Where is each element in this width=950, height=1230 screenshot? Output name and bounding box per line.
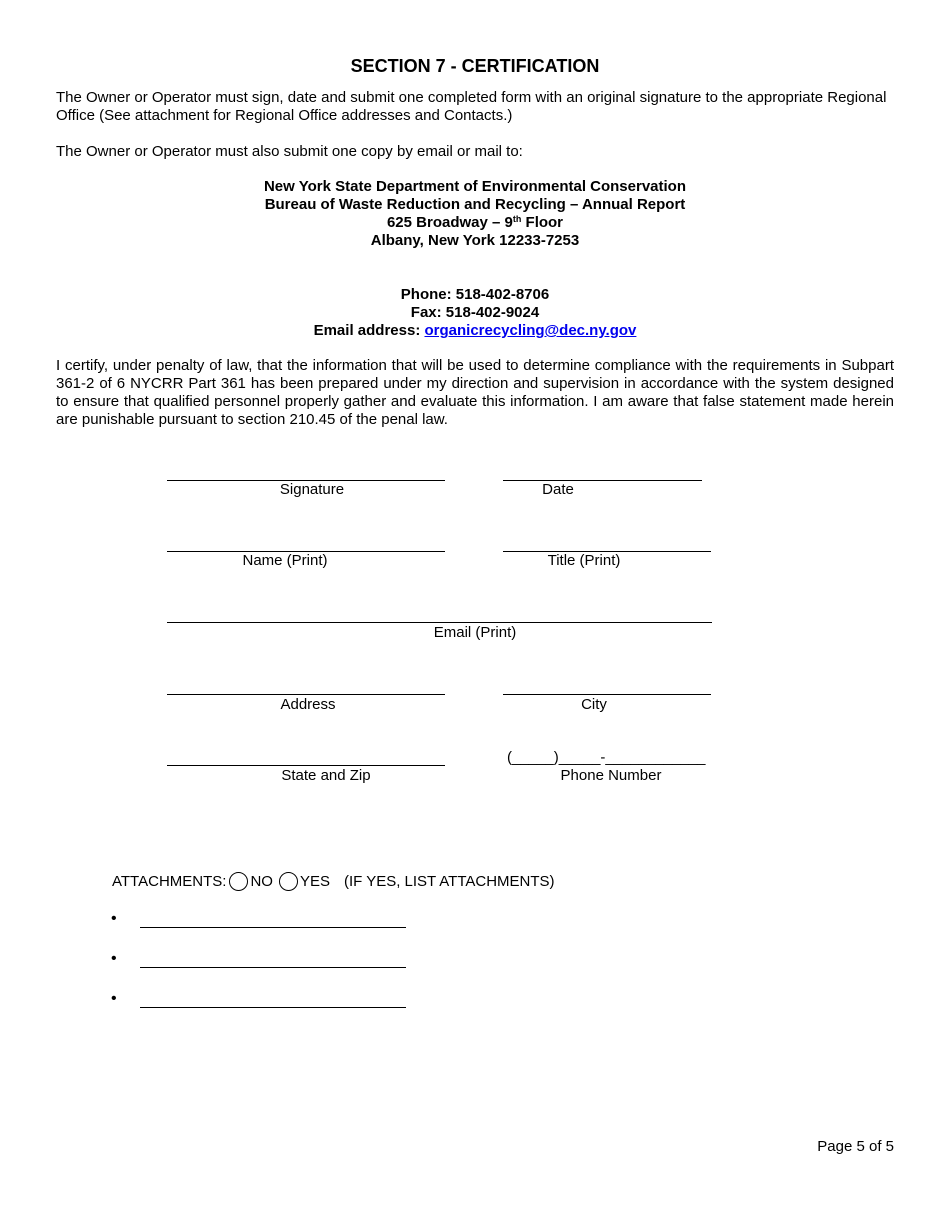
mailing-address	[0, 178, 950, 250]
contact-block	[0, 286, 950, 340]
phone-number-field[interactable]: (_____)_____-____________	[507, 749, 706, 766]
title-label: Title (Print)	[547, 552, 621, 569]
attachment-line-2[interactable]	[140, 967, 406, 968]
address-line-4: Albany, New York 12233-7253	[370, 232, 580, 249]
attachments-no-radio[interactable]	[229, 872, 248, 891]
address-label: Address	[280, 696, 336, 713]
address-line-1: New York State Department of Environmental Conservation	[263, 178, 687, 195]
address-line-2: Bureau of Waste Reduction and Recycling – Annual Report	[264, 196, 686, 213]
page-number: Page 5 of 5	[817, 1138, 894, 1155]
attachment-bullet-3: •	[111, 990, 117, 1007]
copy-instruction: The Owner or Operator must also submit one copy by email or mail to:	[56, 143, 523, 160]
city-line[interactable]	[503, 694, 711, 695]
attachments-no-label: NO	[250, 873, 273, 890]
phone-number-label: Phone Number	[560, 767, 662, 784]
city-label: City	[581, 696, 607, 713]
attachment-bullet-1: •	[111, 910, 117, 927]
address-line-3: 625 Broadway – 9th Floor	[386, 214, 564, 231]
signature-label: Signature	[279, 481, 345, 498]
state-zip-label: State and Zip	[281, 767, 371, 784]
intro-paragraph: The Owner or Operator must sign, date and submit one completed form with an original signature to the appropriate Regional Office (See attachment for Regional Office addresses and Contacts.)	[56, 89, 887, 124]
attachment-line-3[interactable]	[140, 1007, 406, 1008]
date-label: Date	[542, 481, 574, 498]
certification-statement: I certify, under penalty of law, that the information that will be used to determine compliance with the requirements in Subpart 361-2 of 6 NYCRR Part 361 has been prepared under my direction and supervision in accordance with the system designed to ensure that qualified personnel properly gather and evaluate this information. I am aware that false statement made herein are punishable pursuant to section 210.45 of the penal law.	[56, 357, 894, 428]
email-print-line[interactable]	[167, 622, 712, 623]
attachments-yes-radio[interactable]	[279, 872, 298, 891]
section-title: SECTION 7 - CERTIFICATION	[350, 56, 600, 76]
email-label: Email address:	[313, 322, 425, 339]
email-print-label: Email (Print)	[433, 624, 517, 641]
fax-line: Fax: 518-402-9024	[410, 304, 540, 321]
state-zip-line[interactable]	[167, 765, 445, 766]
phone-line: Phone: 518-402-8706	[400, 286, 550, 303]
attachments-label: ATTACHMENTS:	[112, 873, 227, 890]
email-link[interactable]: organicrecycling@dec.ny.gov	[424, 322, 637, 339]
attachment-bullet-2: •	[111, 950, 117, 967]
address-line[interactable]	[167, 694, 445, 695]
attachment-line-1[interactable]	[140, 927, 406, 928]
attachments-yes-label: YES	[299, 873, 330, 890]
email-line	[0, 322, 950, 340]
name-label: Name (Print)	[242, 552, 328, 569]
attachments-hint: (IF YES, LIST ATTACHMENTS)	[343, 873, 555, 890]
attachments-row	[112, 872, 555, 891]
